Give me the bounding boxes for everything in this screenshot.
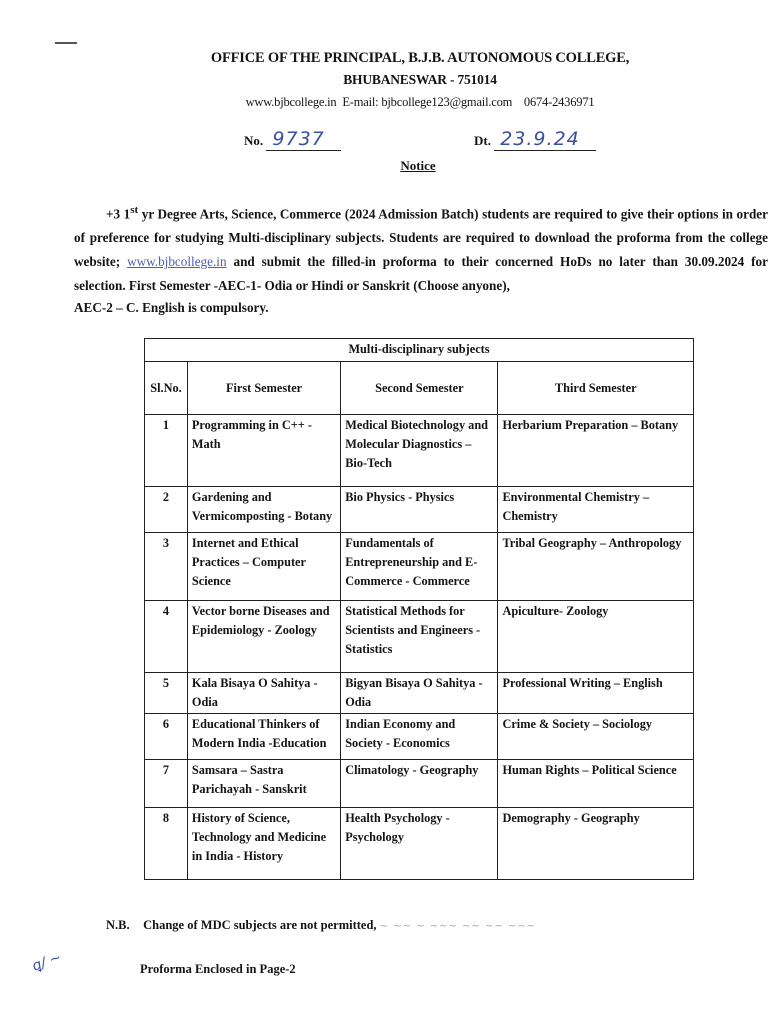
contact-line — [36, 95, 768, 110]
corner-mark — [55, 42, 77, 44]
cell-slno: 5 — [145, 673, 188, 714]
cell-slno: 1 — [145, 415, 188, 487]
table-row — [145, 415, 694, 487]
cell-second-semester: Health Psychology - Psychology — [341, 808, 498, 880]
body-text-end: and submit the filled-in proforma to their concerned HoDs no later than 30.09.2024 for selection. First Semester -AEC-1- Odia or Hindi or Sanskrit (Choose anyone), — [74, 254, 768, 294]
nb-label: N.B. — [106, 918, 130, 932]
cell-second-semester: Climatology - Geography — [341, 760, 498, 808]
cell-third-semester: Demography - Geography — [498, 808, 694, 880]
enclosure-note: Proforma Enclosed in Page-2 — [140, 962, 296, 976]
body-text-middle: yr Degree Arts, Science, Commerce (2024 Admission Batch) students are required to give their options in order of preference for studying Multi-disciplinary subjects. Students are required to download the proforma from the college website; — [74, 206, 768, 270]
header-third-semester: Third Semester — [498, 362, 694, 415]
cell-third-semester: Apiculture- Zoology — [498, 601, 694, 673]
cell-third-semester: Crime & Society – Sociology — [498, 714, 694, 760]
cell-second-semester: Indian Economy and Society - Economics — [341, 714, 498, 760]
reference-date-value: 23.9.24 — [500, 128, 580, 150]
header-slno: Sl.No. — [145, 362, 188, 415]
cell-slno: 6 — [145, 714, 188, 760]
cell-first-semester: Programming in C++ - Math — [187, 415, 340, 487]
reference-date — [474, 128, 596, 151]
table-row — [145, 533, 694, 601]
cell-first-semester: Kala Bisaya O Sahitya - Odia — [187, 673, 340, 714]
cell-third-semester: Herbarium Preparation – Botany — [498, 415, 694, 487]
body-text-start: +3 1 — [106, 206, 131, 222]
table-row — [145, 714, 694, 760]
cell-first-semester: History of Science, Technology and Medicine in India - History — [187, 808, 340, 880]
cell-second-semester: Statistical Methods for Scientists and Engineers - Statistics — [341, 601, 498, 673]
cell-first-semester: Vector borne Diseases and Epidemiology - Zoology — [187, 601, 340, 673]
cell-third-semester: Tribal Geography – Anthropology — [498, 533, 694, 601]
cell-third-semester: Human Rights – Political Science — [498, 760, 694, 808]
nb-text: Change of MDC subjects are not permitted, — [143, 918, 377, 932]
cell-third-semester: Professional Writing – English — [498, 673, 694, 714]
cell-second-semester: Fundamentals of Entrepreneurship and E-Commerce - Commerce — [341, 533, 498, 601]
cell-third-semester: Environmental Chemistry – Chemistry — [498, 487, 694, 533]
email-text: bjbcollege123@gmail.com — [381, 95, 513, 109]
notice-heading: Notice — [400, 158, 436, 173]
table-row — [145, 760, 694, 808]
cell-slno: 3 — [145, 533, 188, 601]
email-label: E-mail: — [342, 95, 379, 109]
nb-note — [106, 918, 536, 933]
mdc-subjects-table — [144, 338, 694, 880]
reference-date-label: Dt. — [474, 133, 491, 148]
cell-first-semester: Internet and Ethical Practices – Computer Science — [187, 533, 340, 601]
cell-slno: 8 — [145, 808, 188, 880]
phone-text: 0674-2436971 — [523, 95, 595, 109]
website-text: www.bjbcollege.in — [245, 95, 337, 109]
cell-first-semester: Educational Thinkers of Modern India -Education — [187, 714, 340, 760]
faded-handwriting: ~ ~~ ~ ~~~ ~~ ~~ ~~~ — [379, 921, 537, 932]
college-website-link[interactable]: www.bjbcollege.in — [127, 254, 227, 270]
cell-first-semester: Gardening and Vermicomposting - Botany — [187, 487, 340, 533]
header-first-semester: First Semester — [187, 362, 340, 415]
table-row — [145, 673, 694, 714]
reference-number — [244, 128, 341, 151]
table-row — [145, 808, 694, 880]
reference-number-label: No. — [244, 133, 264, 148]
cell-slno: 7 — [145, 760, 188, 808]
cell-slno: 4 — [145, 601, 188, 673]
cell-first-semester: Samsara – Sastra Parichayah - Sanskrit — [187, 760, 340, 808]
table-row — [145, 487, 694, 533]
cell-second-semester: Bigyan Bisaya O Sahitya - Odia — [341, 673, 498, 714]
handwritten-signature: ꝗ/ ~ — [30, 949, 64, 975]
office-title: OFFICE OF THE PRINCIPAL, B.J.B. AUTONOMOUS COLLEGE, — [210, 50, 630, 66]
notice-body-paragraph — [74, 198, 768, 298]
aec-note: AEC-2 – C. English is compulsory. — [74, 300, 269, 315]
table-caption: Multi-disciplinary subjects — [145, 339, 694, 362]
cell-second-semester: Bio Physics - Physics — [341, 487, 498, 533]
cell-slno: 2 — [145, 487, 188, 533]
table-row — [145, 601, 694, 673]
header-second-semester: Second Semester — [341, 362, 498, 415]
ordinal-suffix: st — [130, 204, 139, 216]
cell-second-semester: Medical Biotechnology and Molecular Diagnostics – Bio-Tech — [341, 415, 498, 487]
reference-number-value: 9737 — [272, 128, 325, 150]
office-address: BHUBANESWAR - 751014 — [343, 72, 497, 87]
